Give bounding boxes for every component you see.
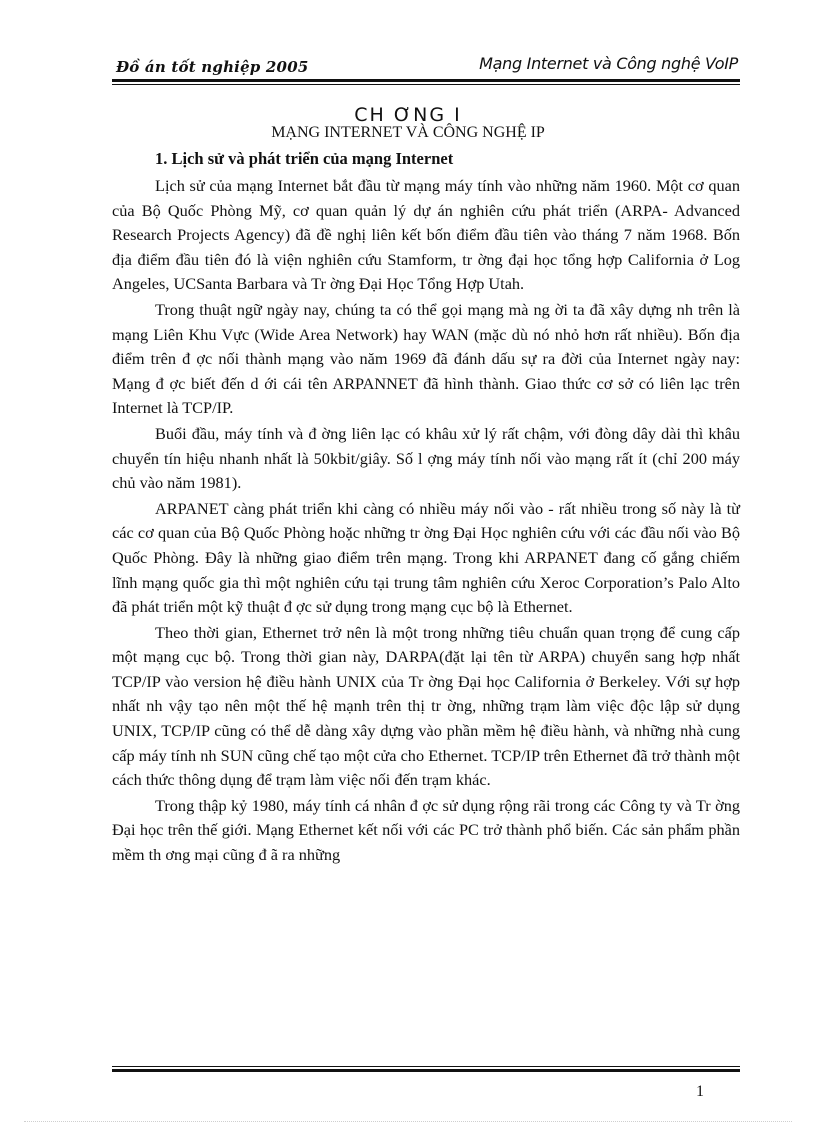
chapter-subtitle: MẠNG INTERNET VÀ CÔNG NGHỆ IP xyxy=(271,124,545,141)
header-topic: Mạng Internet và Công nghệ VoIP xyxy=(479,54,738,73)
page-header xyxy=(112,50,740,78)
header-document-title: Đồ án tốt nghiệp 2005 xyxy=(116,58,309,76)
paragraph: Trong thập kỷ 1980, máy tính cá nhân đ ợc sử dụng rộng rãi trong các Công ty và Tr ờng Đại học trên thế giới. Mạng Ethernet kết nối với các PC trở thành phổ biến. Các sản phẩm phần mềm th ơng mại cũng đ ã ra những xyxy=(112,795,740,865)
header-rule-thin xyxy=(112,84,740,85)
chapter-title: CH ƠNG I xyxy=(354,104,462,126)
page-number: 1 xyxy=(696,1083,704,1100)
paragraph: Theo thời gian, Ethernet trở nên là một trong những tiêu chuẩn quan trọng để cung cấp một mạng cục bộ. Trong thời gian này, DARPA(đặt lại tên từ ARPA) chuyển sang hợp nhất TCP/IP vào version hệ điều hành UNIX của Tr ờng Đại học California ở Berkeley. Với sự hợp nhất nh vậy tạo nên một thế hệ mạnh trên thị tr ờng, những trạm làm việc độc lập sử dụng UNIX, TCP/IP cũng có thể dễ dàng xây dựng vào phần mềm hệ điều hành, và những nhà cung cấp máy tính nh SUN cũng chế tạo một cửa cho Ethernet. TCP/IP trên Ethernet đã trở thành một cách thức thông dụng để trạm làm việc nối đến trạm khác. xyxy=(112,622,740,790)
footer-rule-thin xyxy=(112,1066,740,1067)
footer-rule-thick xyxy=(112,1069,740,1072)
header-rule-thick xyxy=(112,79,740,82)
page-edge-dotted-line xyxy=(24,1121,792,1122)
paragraph: Lịch sử của mạng Internet bắt đầu từ mạng máy tính vào những năm 1960. Một cơ quan của Bộ Quốc Phòng Mỹ, cơ quan quản lý dự án nghiên cứu phát triển (ARPA- Advanced Research Projects Agency) đã đề nghị liên kết bốn điểm đầu tiên vào tháng 7 năm 1968. Bốn địa điểm đầu tiên đó là viện nghiên cứu Stamform, tr ờng đại học tổng hợp California ở Log Angeles, UCSanta Barbara và Tr ờng Đại Học Tổng Hợp Utah. xyxy=(112,176,740,294)
paragraph: Buổi đầu, máy tính và đ ờng liên lạc có khâu xử lý rất chậm, với đòng dây dài thì khâu chuyển tín hiệu nhanh nhất là 50kbit/giây. Số l ợng máy tính nối vào mạng rất ít (chỉ 200 máy chủ vào năm 1981). xyxy=(112,423,740,493)
body-text xyxy=(112,174,740,868)
paragraph: ARPANET càng phát triển khi càng có nhiều máy nối vào - rất nhiều trong số này là từ các cơ quan của Bộ Quốc Phòng hoặc những tr ờng Đại Học nghiên cứu với các đầu nối vào Bộ Quốc Phòng. Đây là những giao điểm trên mạng. Trong khi ARPANET đang cố gắng chiếm lĩnh mạng quốc gia thì một nghiên cứu tại trung tâm nghiên cứu Xeroc Corporation’s Palo Alto đã phát triển một kỹ thuật đ ợc sử dụng trong mạng cục bộ là Ethernet. xyxy=(112,498,740,617)
paragraph: Trong thuật ngữ ngày nay, chúng ta có thể gọi mạng mà ng ời ta đã xây dựng nh trên là mạng Liên Khu Vực (Wide Area Network) hay WAN (mặc dù nó nhỏ hơn rất nhiều). Bốn địa điểm trên đ ợc nối thành mạng vào năm 1969 đã đánh dấu sự ra đời của Internet ngày nay: Mạng đ ợc biết đến d ới cái tên ARPANNET đã hình thành. Giao thức cơ sở có liên lạc trên Internet là TCP/IP. xyxy=(112,299,740,418)
section-heading: 1. Lịch sử và phát triển của mạng Internet xyxy=(155,149,454,168)
